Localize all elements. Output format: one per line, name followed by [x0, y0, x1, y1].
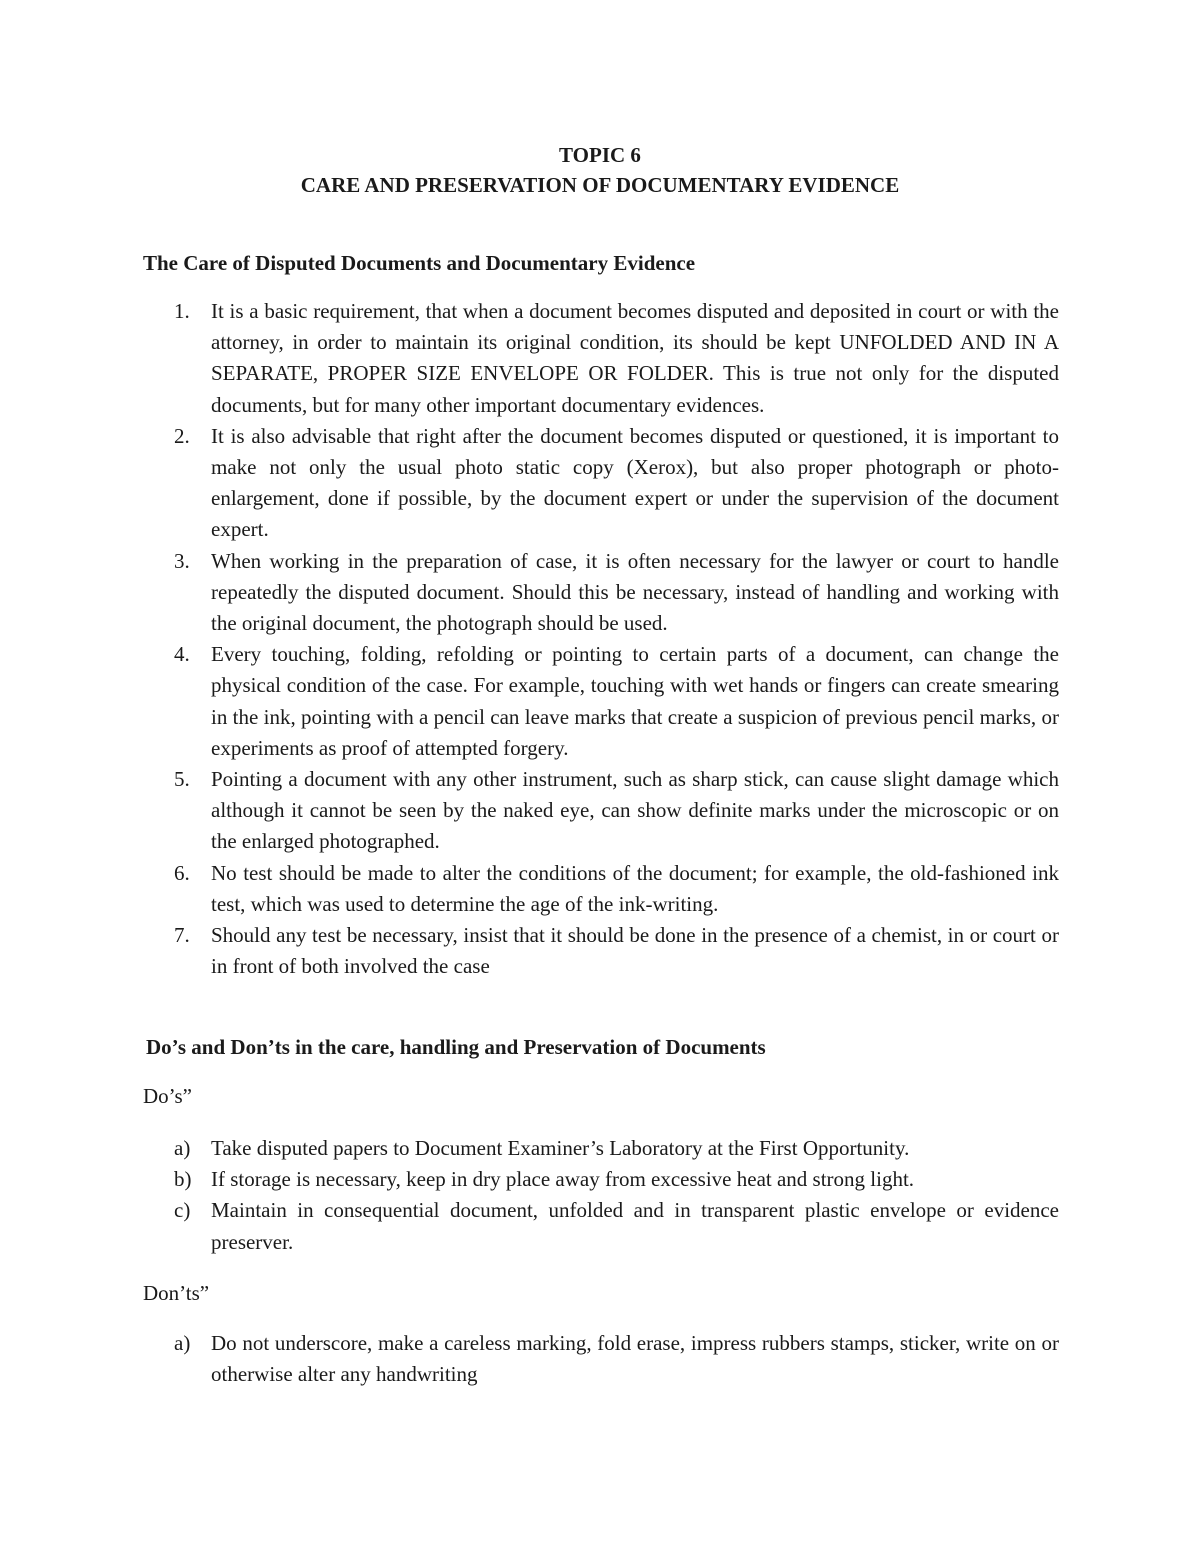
list-item-text: Do not underscore, make a careless marking, fold erase, impress rubbers stamps, sticker, write on or otherwise alter any handwriting: [211, 1331, 1059, 1387]
list-item: [143, 1195, 1059, 1257]
list-item-text: Pointing a document with any other instrument, such as sharp stick, can cause slight damage which although it cannot be seen by the naked eye, can show definite marks under the microscopic or on the enlarged photographed.: [211, 767, 1059, 854]
list-item-text: Maintain in consequential document, unfolded and in transparent plastic envelope or evidence preserver.: [211, 1198, 1059, 1254]
topic-title: CARE AND PRESERVATION OF DOCUMENTARY EVIDENCE: [300, 173, 900, 197]
list-item-text: Every touching, folding, refolding or pointing to certain parts of a document, can change the physical condition of the case. For example, touching with wet hands or fingers can create smearing in the ink, pointing with a pencil can leave marks that create a suspicion of previous pencil marks, or experiments as proof of attempted forgery.: [211, 642, 1059, 760]
list-item-number: 5.: [174, 767, 190, 792]
list-item: [143, 639, 1059, 764]
list-item: [143, 421, 1059, 546]
list-item: [143, 1164, 1059, 1195]
section-heading-care: The Care of Disputed Documents and Documentary Evidence: [143, 251, 696, 275]
donts-list: [143, 1328, 1059, 1390]
list-item: [143, 1133, 1059, 1164]
list-item-letter: b): [174, 1167, 192, 1192]
section-heading-dos-donts: Do’s and Don’ts in the care, handling and Preservation of Documents: [146, 1035, 766, 1059]
list-item-text: It is a basic requirement, that when a document becomes disputed and deposited in court or with the attorney, in order to maintain its original condition, its should be kept UNFOLDED AND IN A SEPARATE, PROPER SIZE ENVELOPE OR FOLDER. This is true not only for the disputed documents, but for many other important documentary evidences.: [211, 299, 1059, 417]
list-item-number: 2.: [174, 423, 190, 448]
list-item-text: No test should be made to alter the conditions of the document; for example, the old-fashioned ink test, which was used to determine the age of the ink-writing.: [211, 860, 1059, 916]
donts-label: Don’ts”: [143, 1281, 210, 1305]
list-item-text: Should any test be necessary, insist that it should be done in the presence of a chemist, in or court or in front of both involved the case: [211, 923, 1059, 979]
list-item-text: Take disputed papers to Document Examiner’s Laboratory at the First Opportunity.: [211, 1136, 910, 1160]
list-item-number: 4.: [174, 642, 190, 667]
list-item: [143, 546, 1059, 640]
list-item: [143, 920, 1059, 982]
care-list: [143, 296, 1059, 982]
list-item-number: 7.: [174, 923, 190, 948]
list-item-number: 1.: [174, 299, 190, 323]
dos-label: Do’s”: [143, 1084, 192, 1108]
list-item: [143, 764, 1059, 858]
list-item-text: When working in the preparation of case, it is often necessary for the lawyer or court to handle repeatedly the disputed document. Should this be necessary, instead of handling and working with the original document, the photograph should be used.: [211, 548, 1059, 636]
list-item-letter: c): [174, 1198, 191, 1223]
topic-number: TOPIC 6: [559, 143, 641, 167]
list-item: [143, 858, 1059, 920]
list-item-number: 6.: [174, 860, 190, 885]
dos-list: [143, 1133, 1059, 1258]
list-item-text: It is also advisable that right after the document becomes disputed or questioned, it is important to make not only the usual photo static copy (Xerox), but also proper photograph or photo-enlargement, done if possible, by the document expert or under the supervision of the document expert.: [211, 423, 1059, 542]
list-item-text: If storage is necessary, keep in dry place away from excessive heat and strong light.: [211, 1167, 915, 1192]
list-item-letter: a): [174, 1136, 191, 1160]
list-item: [143, 1328, 1059, 1390]
list-item-number: 3.: [174, 548, 190, 573]
list-item-letter: a): [174, 1331, 191, 1355]
list-item: [143, 296, 1059, 421]
